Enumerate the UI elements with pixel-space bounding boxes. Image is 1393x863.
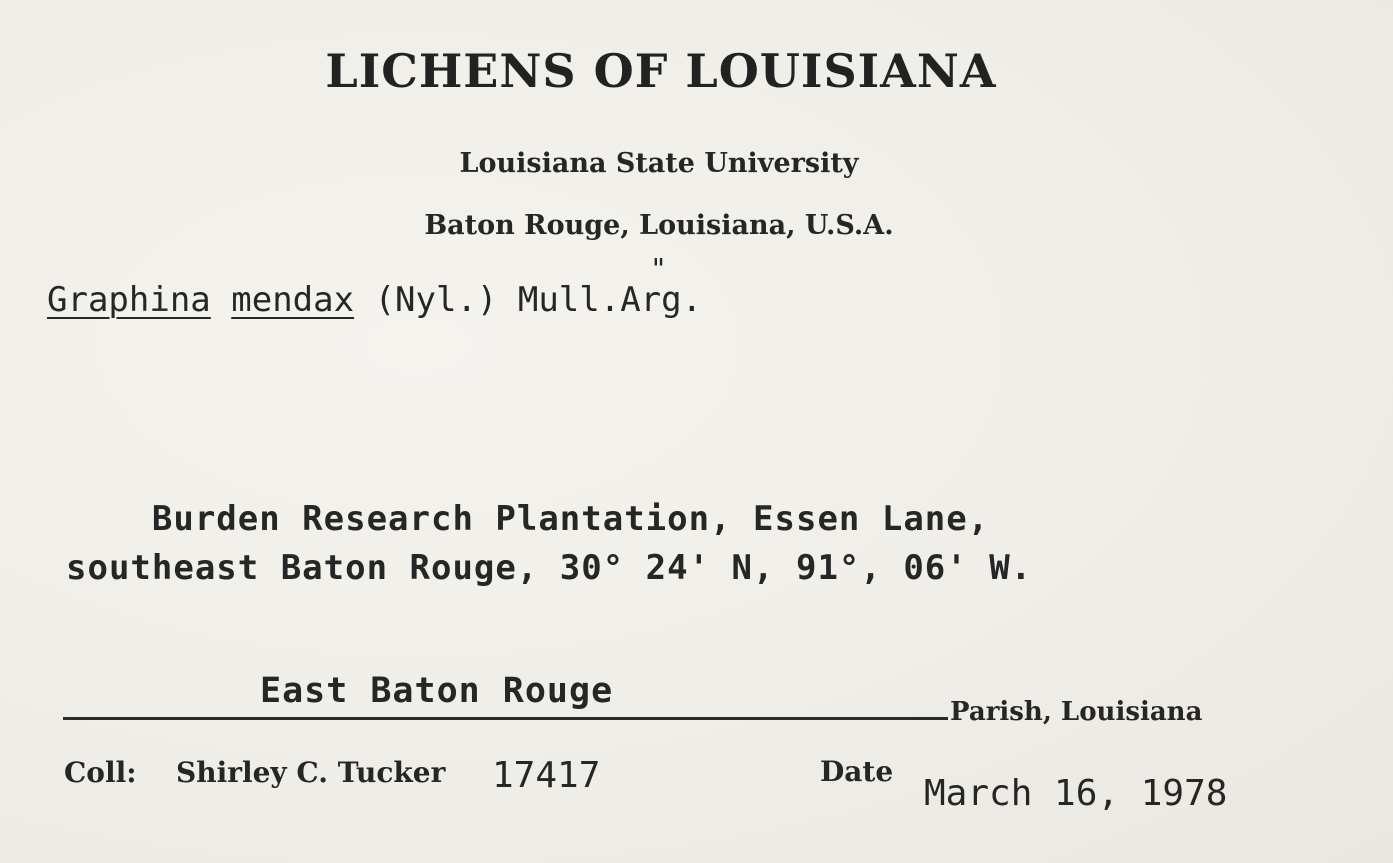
date-label: Date	[820, 755, 894, 788]
parish-underline	[63, 717, 948, 720]
collector-label: Coll:	[64, 756, 137, 789]
institution-location: Baton Rouge, Louisiana, U.S.A.	[424, 210, 894, 241]
locality-description	[66, 495, 1032, 593]
parish-value: East Baton Rouge	[260, 671, 614, 711]
collector-name: Shirley C. Tucker	[176, 756, 446, 789]
author-citation-1: (Nyl.)	[374, 280, 518, 320]
umlaut-mark: "	[650, 252, 667, 285]
locality-line-1: Burden Research Plantation, Essen Lane,	[66, 499, 990, 539]
institution-name: Louisiana State University	[459, 148, 859, 179]
parish-suffix-label: Parish, Louisiana	[950, 697, 1203, 727]
locality-line-2: southeast Baton Rouge, 30° 24' N, 91°, 06' W.	[66, 548, 1033, 588]
collection-number: 17417	[492, 755, 601, 796]
species-epithet: mendax	[231, 280, 355, 320]
label-title: LICHENS OF LOUISIANA	[325, 44, 997, 98]
collection-date: March 16, 1978	[924, 773, 1228, 814]
genus-name: Graphina	[47, 280, 211, 320]
species-name	[47, 280, 702, 320]
author-citation-2: Mull.Arg.	[517, 280, 703, 320]
